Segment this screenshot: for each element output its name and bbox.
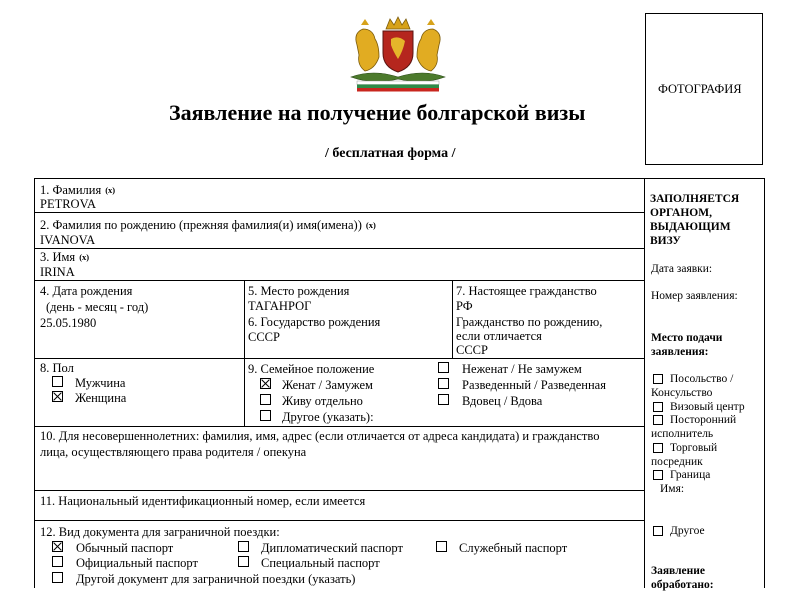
option-widowed-label: Вдовец / Вдова [462,394,543,408]
checkbox-commercial-intermediary[interactable] [653,443,663,453]
col-divider [452,280,453,358]
office-heading-line4: ВИЗУ [650,235,681,247]
processed-by-label-line1: Заявление [651,565,706,577]
row-divider [34,280,644,281]
border-name-label: Имя: [660,483,685,495]
option-external-provider-line2: исполнитель [651,428,714,440]
field-4-hint: (день - месяц - год) [46,300,149,314]
field-7b-value[interactable]: СССР [456,343,488,357]
field-3-value[interactable]: IRINA [40,265,75,279]
field-6-value[interactable]: СССР [248,330,280,344]
option-divorced-label: Разведенный / Разведенная [462,378,606,392]
bulgarian-coat-of-arms-logo [343,15,453,93]
footnote-mark: (x) [105,185,116,195]
field-7b-label-line1: Гражданство по рождению, [456,315,603,329]
field-12-label: 12. Вид документа для заграничной поездки: [40,525,280,539]
option-embassy-label-line2: Консульство [651,387,713,399]
field-4-label: 4. Дата рождения [40,284,133,298]
field-10-label-line2: лица, осуществляющего права родителя / опекуна [40,445,307,459]
field-2-label: 2. Фамилия по рождению (прежняя фамилия(и) имя(имена)) $^{(x)}$ [40,218,376,232]
option-border-label: Граница [670,469,711,481]
footnote-mark: (x) [365,220,376,230]
field-10-label-line1: 10. Для несовершеннолетних: фамилия, имя, адрес (если отличается от адреса кандидата) и гражданство [40,429,600,443]
submission-place-label-line2: заявления: [651,346,709,358]
checkbox-separated[interactable] [260,394,271,405]
field-5-value[interactable]: ТАГАНРОГ [248,299,312,313]
checkbox-other-status[interactable] [260,410,271,421]
field-9-label: 9. Семейное положение [248,362,375,376]
table-right-border [764,178,765,588]
checkbox-married[interactable] [260,378,271,389]
checkbox-external-provider[interactable] [653,415,663,425]
form-subtitle: / бесплатная форма / [325,146,456,161]
photo-label: ФОТОГРАФИЯ [658,82,742,96]
row-divider [34,490,644,491]
field-2-value[interactable]: IVANOVA [40,233,96,247]
option-official-passport-label: Официальный паспорт [76,556,198,570]
checkbox-official-passport[interactable] [52,556,63,567]
row-divider [34,520,644,521]
field-5-label: 5. Место рождения [248,284,350,298]
field-11-label: 11. Национальный идентификационный номер, если имеется [40,494,366,508]
field-1-label: 1. Фамилия $^{(x)}$ [40,183,116,197]
checkbox-ordinary-passport[interactable] [52,541,63,552]
checkbox-single[interactable] [438,362,449,373]
option-female-label: Женщина [75,391,127,405]
option-diplomatic-passport-label: Дипломатический паспорт [261,541,403,555]
office-heading-line1: ЗАПОЛНЯЕТСЯ [650,193,740,205]
checkbox-diplomatic-passport[interactable] [238,541,249,552]
option-special-passport-label: Специальный паспорт [261,556,380,570]
office-heading-line3: ВЫДАЮЩИМ [650,221,731,233]
row-divider [34,426,644,427]
field-6-label: 6. Государство рождения [248,315,381,329]
table-top-border [34,178,764,179]
checkbox-other-place[interactable] [653,526,663,536]
checkbox-female[interactable] [52,391,63,402]
checkbox-special-passport[interactable] [238,556,249,567]
checkbox-service-passport[interactable] [436,541,447,552]
checkbox-widowed[interactable] [438,394,449,405]
checkbox-other-document[interactable] [52,572,63,583]
office-heading-line2: ОРГАНОМ, [650,207,712,219]
option-intermediary-line2: посредник [651,456,703,468]
checkbox-divorced[interactable] [438,378,449,389]
option-other-status-label: Другое (указать): [282,410,374,424]
option-single-label: Неженат / Не замужем [462,362,582,376]
table-left-border [34,178,35,588]
submission-place-label-line1: Место подачи [651,332,723,344]
processed-by-label-line2: обработано: [651,579,714,591]
option-male-label: Мужчина [75,376,126,390]
option-embassy-label-line1: Посольство / [670,373,734,385]
col-divider [244,280,245,426]
field-8-label: 8. Пол [40,361,74,375]
field-7-label: 7. Настоящее гражданство [456,284,597,298]
row-divider [34,248,644,249]
option-married-label: Женат / Замужем [282,378,373,392]
option-ordinary-passport-label: Обычный паспорт [76,541,174,555]
main-right-border [644,178,645,588]
application-number-label: Номер заявления: [651,290,738,302]
option-visa-center-label: Визовый центр [670,401,745,413]
field-4-value[interactable]: 25.05.1980 [40,316,97,330]
checkbox-embassy[interactable] [653,374,663,384]
application-date-label: Дата заявки: [651,263,713,275]
option-separated-label: Живу отдельно [282,394,363,408]
checkbox-visa-center[interactable] [653,402,663,412]
option-external-provider-line1: Посторонний [670,414,737,426]
row-divider [34,358,644,359]
checkbox-male[interactable] [52,376,63,387]
option-intermediary-line1: Торговый [670,442,718,454]
option-other-place-label: Другое [670,525,705,537]
field-7-value[interactable]: РФ [456,299,473,313]
field-1-value[interactable]: PETROVA [40,197,97,211]
form-title: Заявление на получение болгарской визы [169,100,586,125]
checkbox-border[interactable] [653,470,663,480]
footnote-mark: (x) [79,252,90,262]
field-7b-label-line2: если отличается [456,329,542,343]
option-other-document-label: Другой документ для заграничной поездки (указать) [76,572,356,586]
row-divider [34,212,644,213]
field-3-label: 3. Имя $^{(x)}$ [40,250,90,264]
option-service-passport-label: Служебный паспорт [459,541,568,555]
